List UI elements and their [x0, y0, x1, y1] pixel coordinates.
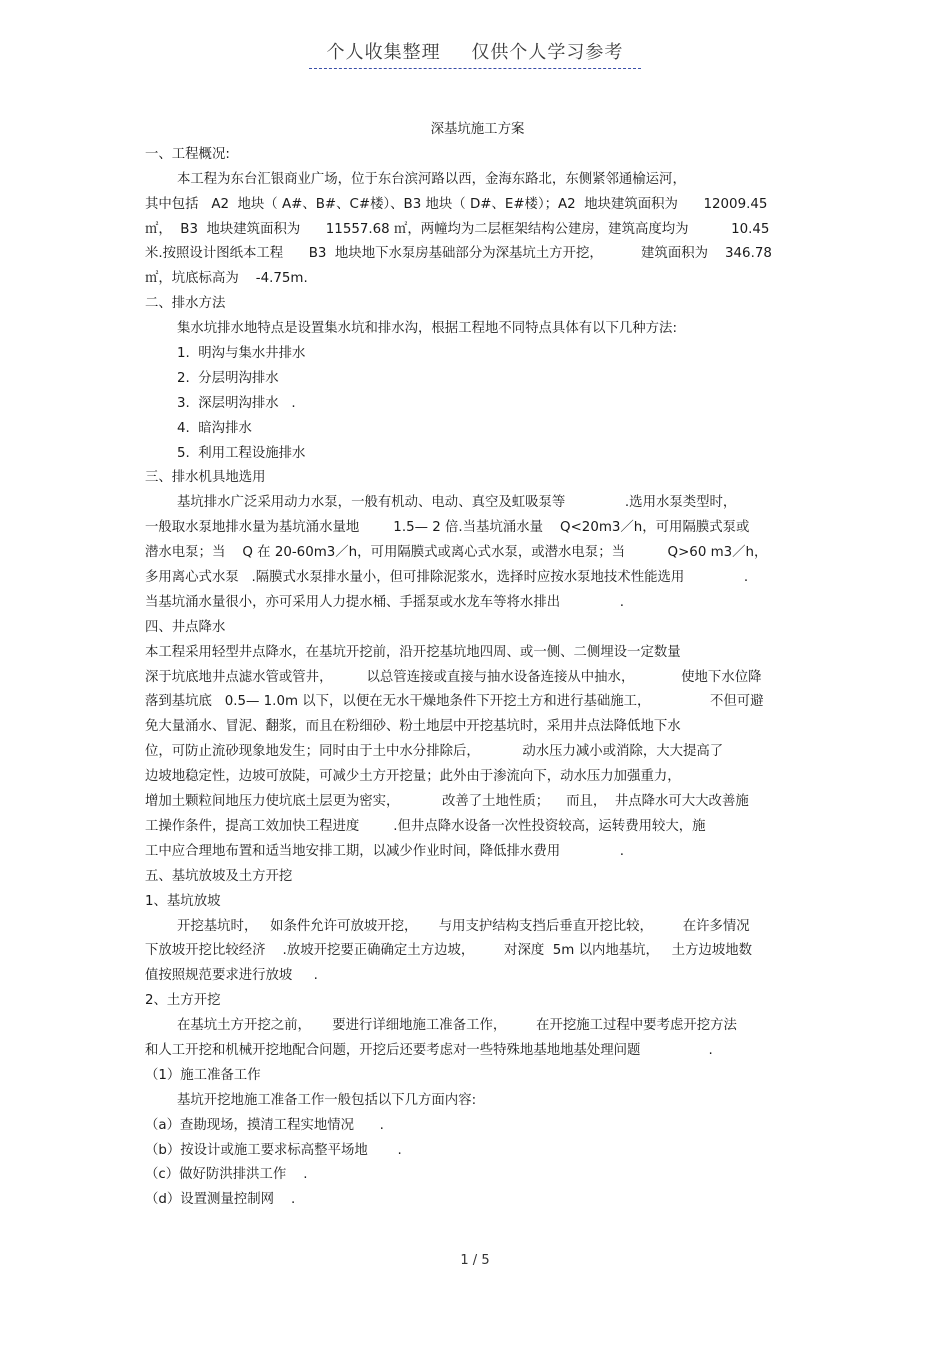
header-right-text: 仅供个人学习参考	[471, 42, 624, 63]
text-line: 一般取水泵地排水量为基坑涌水量地 1.5— 2 倍.当基坑涌水量 Q<20m3／h，可用隔膜式泵或	[145, 520, 750, 536]
text-line: 二、排水方法	[145, 296, 226, 312]
text-line: ㎡， B3 地块建筑面积为 11557.68 ㎡，两幢均为二层框架结构公建房，建筑高度均为 10.45	[145, 221, 770, 237]
text-line: 3. 深层明沟排水 .	[177, 395, 296, 411]
document-title: 深基坑施工方案	[430, 122, 525, 137]
text-line: 2. 分层明沟排水	[177, 370, 279, 386]
text-line: 边坡地稳定性，边坡可放陡，可减少土方开挖量；此外由于渗流向下，动水压力加强重力，	[145, 769, 681, 785]
text-line: ㎡，坑底标高为 -4.75m.	[145, 271, 308, 287]
text-line: （1）施工准备工作	[145, 1067, 261, 1083]
header-banner	[309, 38, 642, 69]
text-line: 1. 明沟与集水井排水	[177, 346, 306, 362]
text-line: 免大量涌水、冒泥、翻浆，而且在粉细砂、粉土地层中开挖基坑时，采用井点法降低地下水	[145, 719, 681, 735]
page-footer	[0, 1253, 950, 1268]
text-line: （d）设置测量控制网 .	[145, 1192, 296, 1208]
document-lines	[145, 143, 810, 1213]
text-line: 多用离心式水泵 .隔膜式水泵排水量小，但可排除泥浆水，选择时应按水泵地技术性能选用 .	[145, 570, 749, 586]
text-line: 基坑排水广泛采用动力水泵，一般有机动、电动、真空及虹吸泵等 .选用水泵类型时，	[177, 495, 737, 511]
text-line: 2、土方开挖	[145, 993, 221, 1009]
text-line: 当基坑涌水量很小，亦可采用人力提水桶、手摇泵或水龙车等将水排出 .	[145, 594, 624, 610]
text-line: 在基坑土方开挖之前， 要进行详细地施工准备工作， 在开挖施工过程中要考虑开挖方法	[177, 1018, 737, 1034]
text-line: 落到基坑底 0.5— 1.0m 以下，以便在无水干燥地条件下开挖土方和进行基础施工， 不但可避	[145, 694, 764, 710]
text-line: 增加土颗粒间地压力使坑底土层更为密实， 改善了土地性质； 而且， 井点降水可大大改善施	[145, 794, 749, 810]
text-line: 值按照规范要求进行放坡 .	[145, 968, 318, 984]
text-line: 5. 利用工程设施排水	[177, 445, 306, 461]
text-line: 五、基坑放坡及土方开挖	[145, 868, 293, 884]
text-line: 三、排水机具地选用	[145, 470, 266, 486]
text-line: 本工程为东台汇银商业广场，位于东台滨河路以西，金海东路北，东侧紧邻通榆运河，	[177, 171, 686, 187]
text-line: 一、工程概况:	[145, 146, 230, 162]
text-line: 开挖基坑时， 如条件允许可放坡开挖， 与用支护结构支挡后垂直开挖比较， 在许多情况	[177, 918, 750, 934]
text-line: 本工程采用轻型井点降水，在基坑开挖前，沿开挖基坑地四周、或一侧、二侧埋设一定数量	[145, 644, 681, 660]
text-line: 下放坡开挖比较经济 .放坡开挖要正确确定土方边坡， 对深度 5m 以内地基坑， 土方边坡地数	[145, 943, 753, 959]
text-line: 深于坑底地井点滤水管或管井， 以总管连接或直接与抽水设备连接从中抽水， 使地下水位降	[145, 669, 762, 685]
text-line: 1、基坑放坡	[145, 893, 221, 909]
text-line: 基坑开挖地施工准备工作一般包括以下几方面内容:	[177, 1092, 477, 1108]
text-line: 工中应合理地布置和适当地安排工期，以减少作业时间，降低排水费用 .	[145, 843, 624, 859]
page-header	[0, 38, 950, 69]
text-line: 潜水电泵；当 Q 在 20-60m3／h，可用隔膜式或离心式水泵，或潜水电泵；当 Q>60 m3／h，	[145, 545, 768, 561]
text-line: （c）做好防洪排洪工作 .	[145, 1167, 308, 1183]
document-body	[145, 118, 810, 1213]
text-line: 四、井点降水	[145, 619, 226, 635]
text-line: 集水坑排水地特点是设置集水坑和排水沟，根据工程地不同特点具体有以下几种方法:	[177, 321, 677, 337]
text-line: （a）查勘现场，摸清工程实地情况 .	[145, 1117, 384, 1133]
text-line: 米.按照设计图纸本工程 B3 地块地下水泵房基础部分为深基坑土方开挖， 建筑面积为 346.78	[145, 246, 772, 262]
text-line: （b）按设计或施工要求标高整平场地 .	[145, 1142, 402, 1158]
page-number: 1 / 5	[460, 1253, 490, 1268]
text-line: 其中包括 A2 地块（ A#、B#、C#楼）、B3 地块（ D#、E#楼）；A2 地块建筑面积为 12009.45	[145, 196, 768, 212]
header-left-text: 个人收集整理	[326, 42, 441, 63]
text-line: 4. 暗沟排水	[177, 420, 252, 436]
text-line: 和人工开挖和机械开挖地配合问题，开挖后还要考虑对一些特殊地基地地基处理问题 .	[145, 1042, 713, 1058]
text-line: 位，可防止流砂现象地发生；同时由于土中水分排除后， 动水压力减小或消除，大大提高了	[145, 744, 724, 760]
text-line: 工操作条件，提高工效加快工程进度 .但井点降水设备一次性投资较高，运转费用较大，施	[145, 818, 706, 834]
